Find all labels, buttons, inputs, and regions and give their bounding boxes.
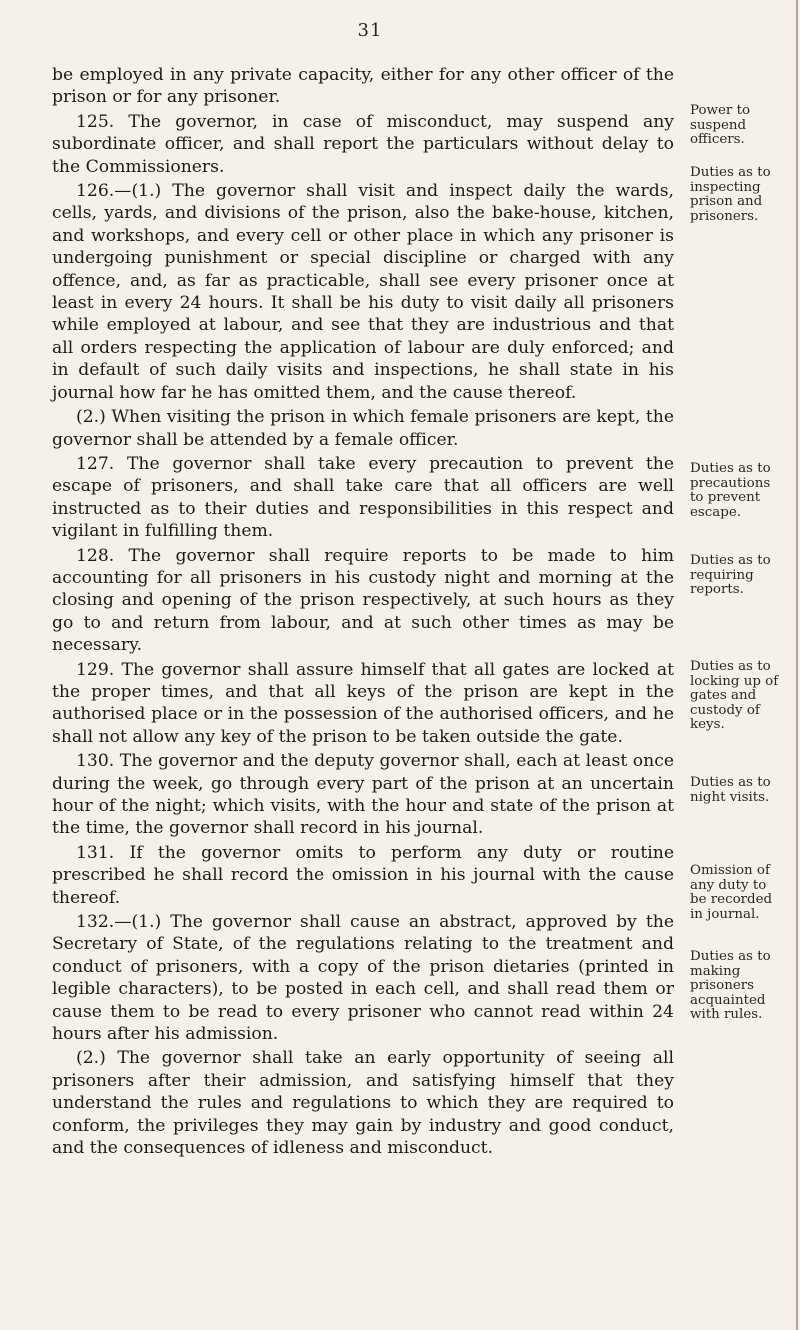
page-edge-line	[796, 0, 798, 1330]
margin-note-rules: Duties as to making prisoners acquainted with rules.	[690, 949, 771, 1023]
paragraph-125: 125. The governor, in case of misconduct, may suspend any subordinate officer, and shall report the particulars without delay to the Commissioners.	[52, 111, 674, 177]
paragraph-127: 127. The governor shall take every precaution to prevent the escape of prisoners, and shall take care that all officers are well instructed as to their duties and responsibilities in this respect and vigilant in fulfilling them.	[52, 453, 674, 542]
paragraph-132-1: 132.—(1.) The governor shall cause an abstract, approved by the Secretary of State, of the regulations relating to the treatment and conduct of prisoners, with a copy of the prison dietaries (printed in legible characters), to be posted in each cell, and shall read them or cause them to be read to every prisoner who cannot read within 24 hours after his admission.	[52, 912, 674, 1045]
paragraph-132-2: (2.) The governor shall take an early opportunity of seeing all prisoners after their admission, and satisfying himself that they understand the rules and regulations to which they are required to conform, the privileges they may gain by industry and good conduct, and the consequences of idleness and misconduct.	[52, 1048, 674, 1159]
margin-note-gates-keys: Duties as to locking up of gates and custody of keys.	[690, 659, 779, 733]
paragraph-126-1: 126.—(1.) The governor shall visit and inspect daily the wards, cells, yards, and divisions of the prison, also the bake-house, kitchen, and workshops, and every cell or other place in which any prisoner is undergoing punishment or special discipline or charged with any offence, and, as far as practicable, shall see every prisoner once at least in every 24 hours. It shall be his duty to visit daily all prisoners while employed at labour, and see that they are industrious and that all orders respecting the application of labour are duly enforced; and in default of such daily visits and inspections, he shall state in his journal how far he has omitted them, and the cause thereof.	[52, 181, 674, 403]
paragraph-126-2: (2.) When visiting the prison in which female prisoners are kept, the governor shall be attended by a female officer.	[52, 407, 674, 450]
margin-note-escape: Duties as to precautions to prevent escape.	[690, 461, 771, 520]
page-number: 31	[357, 20, 383, 41]
margin-note-night-visits: Duties as to night visits.	[690, 775, 771, 805]
margin-note-omission: Omission of any duty to be recorded in journal.	[690, 863, 773, 922]
margin-note-reports: Duties as to requiring reports.	[690, 553, 771, 598]
margin-note-inspecting: Duties as to inspecting prison and prisoners.	[690, 165, 771, 224]
paragraph-130: 130. The governor and the deputy governor shall, each at least once during the week, go through every part of the prison at an uncertain hour of the night; which visits, with the hour and state of the prison at the time, the governor shall record in his journal.	[52, 751, 674, 839]
paragraph-continuation: be employed in any private capacity, either for any other officer of the prison or for any prisoner.	[52, 65, 674, 108]
margin-note-suspend-officers: Power to suspend officers.	[690, 103, 751, 148]
main-text-column	[52, 64, 674, 1162]
paragraph-128: 128. The governor shall require reports to be made to him accounting for all prisoners in his custody night and morning at the closing and opening of the prison respectively, at such hours as they go to and return from labour, and at such other times as may be necessary.	[52, 545, 674, 656]
paragraph-131: 131. If the governor omits to perform any duty or routine prescribed he shall record the omission in his journal with the cause thereof.	[52, 842, 674, 908]
paragraph-129: 129. The governor shall assure himself that all gates are locked at the proper times, and that all keys of the prison are kept in the authorised place or in the possession of the authorised officers, and he shall not allow any key of the prison to be taken outside the gate.	[52, 659, 674, 747]
